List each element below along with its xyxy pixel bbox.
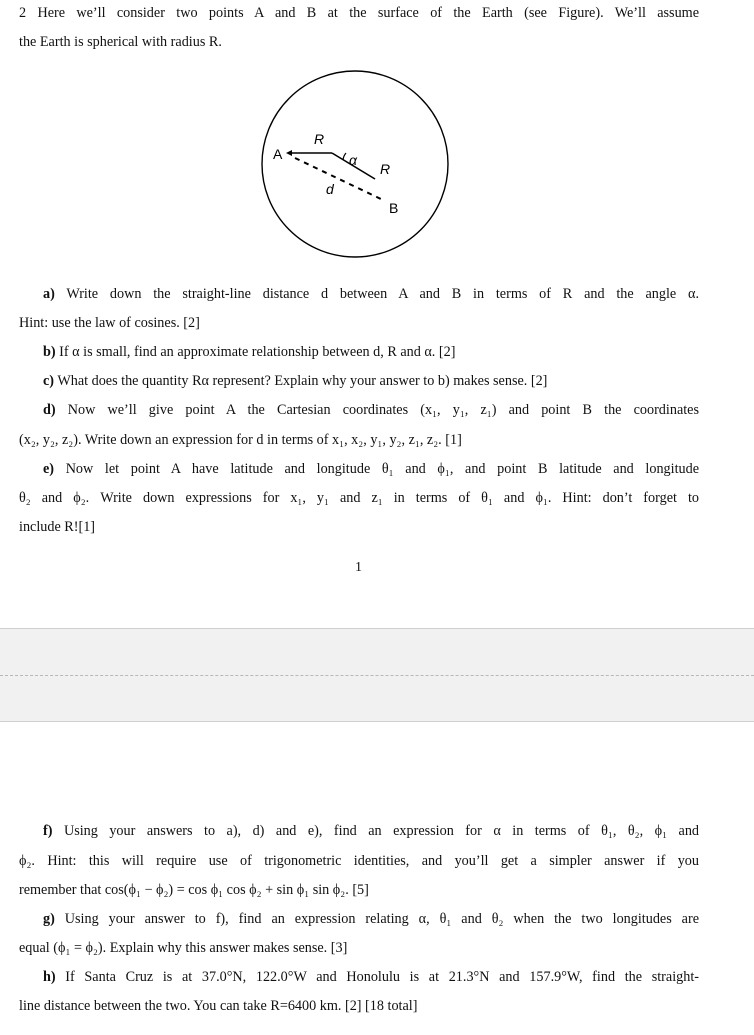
page-separator bbox=[0, 628, 754, 722]
question-a-tag: a) bbox=[43, 286, 55, 302]
question-h-line-2: line distance between the two. You can take R=6400 km. [2] [18 total] bbox=[19, 998, 418, 1014]
question-e-line-3: include R![1] bbox=[19, 519, 96, 535]
label-r-top: R bbox=[314, 131, 325, 147]
alpha-arc bbox=[343, 153, 346, 160]
question-a-text-1: Write down the straight-line distance d between A and B in terms of R and the angle α. bbox=[66, 286, 699, 302]
question-f-text-1: Using your answers to a), d) and e), find an expression for α in terms of θ₁, θ₂, ϕ₁ and bbox=[63, 823, 700, 839]
question-e-line-2: θ₂ and ϕ₂. Write down expressions for x₁, y₁ and z₁ in terms of θ₁ and ϕ₁. Hint: don’t forget to bbox=[19, 490, 699, 506]
question-d-line-1 bbox=[43, 401, 699, 419]
label-d: d bbox=[326, 181, 334, 197]
question-d-text-1: Now we’ll give point A the Cartesian coordinates (x₁, y₁, z₁) and point B the coordinates bbox=[67, 402, 699, 418]
question-c-tag: c) bbox=[43, 373, 55, 389]
label-a: A bbox=[273, 146, 283, 162]
question-e-line-1 bbox=[43, 460, 699, 478]
question-c-line-1 bbox=[43, 372, 547, 390]
point-a-marker bbox=[286, 150, 292, 156]
question-g-line-1 bbox=[43, 910, 699, 928]
question-e-tag: e) bbox=[43, 461, 55, 477]
question-f-tag: f) bbox=[43, 823, 53, 839]
page-break-dashed-line bbox=[0, 675, 754, 676]
question-g-line-2: equal (ϕ₁ = ϕ₂). Explain why this answer makes sense. [3] bbox=[19, 940, 348, 956]
page-2 bbox=[0, 722, 754, 1035]
question-h-tag: h) bbox=[43, 969, 56, 985]
question-a-line-2: Hint: use the law of cosines. [2] bbox=[19, 315, 200, 331]
question-h-text-1: If Santa Cruz is at 37.0°N, 122.0°W and Honolulu is at 21.3°N and 157.9°W, find the straight- bbox=[65, 969, 699, 985]
intro-line-2: the Earth is spherical with radius R. bbox=[19, 34, 222, 50]
question-e-text-1: Now let point A have latitude and longitude θ₁ and ϕ₁, and point B latitude and longitude bbox=[65, 461, 699, 477]
question-h-line-1 bbox=[43, 968, 699, 986]
question-c-text-1: What does the quantity Rα represent? Explain why your answer to b) makes sense. [2] bbox=[57, 373, 548, 389]
question-f-line-1 bbox=[43, 822, 699, 840]
chord-d-line bbox=[295, 158, 383, 200]
page-number: 1 bbox=[355, 560, 362, 575]
label-b: B bbox=[389, 200, 399, 216]
question-d-tag: d) bbox=[43, 402, 56, 418]
question-b-line-1 bbox=[43, 343, 455, 361]
question-d-line-2: (x₂, y₂, z₂). Write down an expression for d in terms of x₁, x₂, y₁, y₂, z₁, z₂. [1] bbox=[19, 432, 462, 448]
intro-line-1: 2 Here we’ll consider two points A and B at the surface of the Earth (see Figure). We’ll assume bbox=[19, 5, 699, 21]
question-a-line-1 bbox=[43, 285, 699, 303]
question-b-tag: b) bbox=[43, 344, 56, 360]
label-alpha: α bbox=[349, 152, 357, 168]
question-f-line-2: ϕ₂. Hint: this will require use of trigonometric identities, and you’ll get a simpler answer if you bbox=[19, 853, 699, 869]
earth-figure bbox=[0, 0, 754, 290]
question-g-tag: g) bbox=[43, 911, 55, 927]
label-r-side: R bbox=[380, 161, 391, 177]
question-b-text-1: If α is small, find an approximate relationship between d, R and α. [2] bbox=[59, 344, 456, 360]
question-f-line-3: remember that cos(ϕ₁ − ϕ₂) = cos ϕ₁ cos ϕ₂ + sin ϕ₁ sin ϕ₂. [5] bbox=[19, 882, 369, 898]
question-g-text-1: Using your answer to f), find an expression relating α, θ₁ and θ₂ when the two longitudes are bbox=[64, 911, 700, 927]
